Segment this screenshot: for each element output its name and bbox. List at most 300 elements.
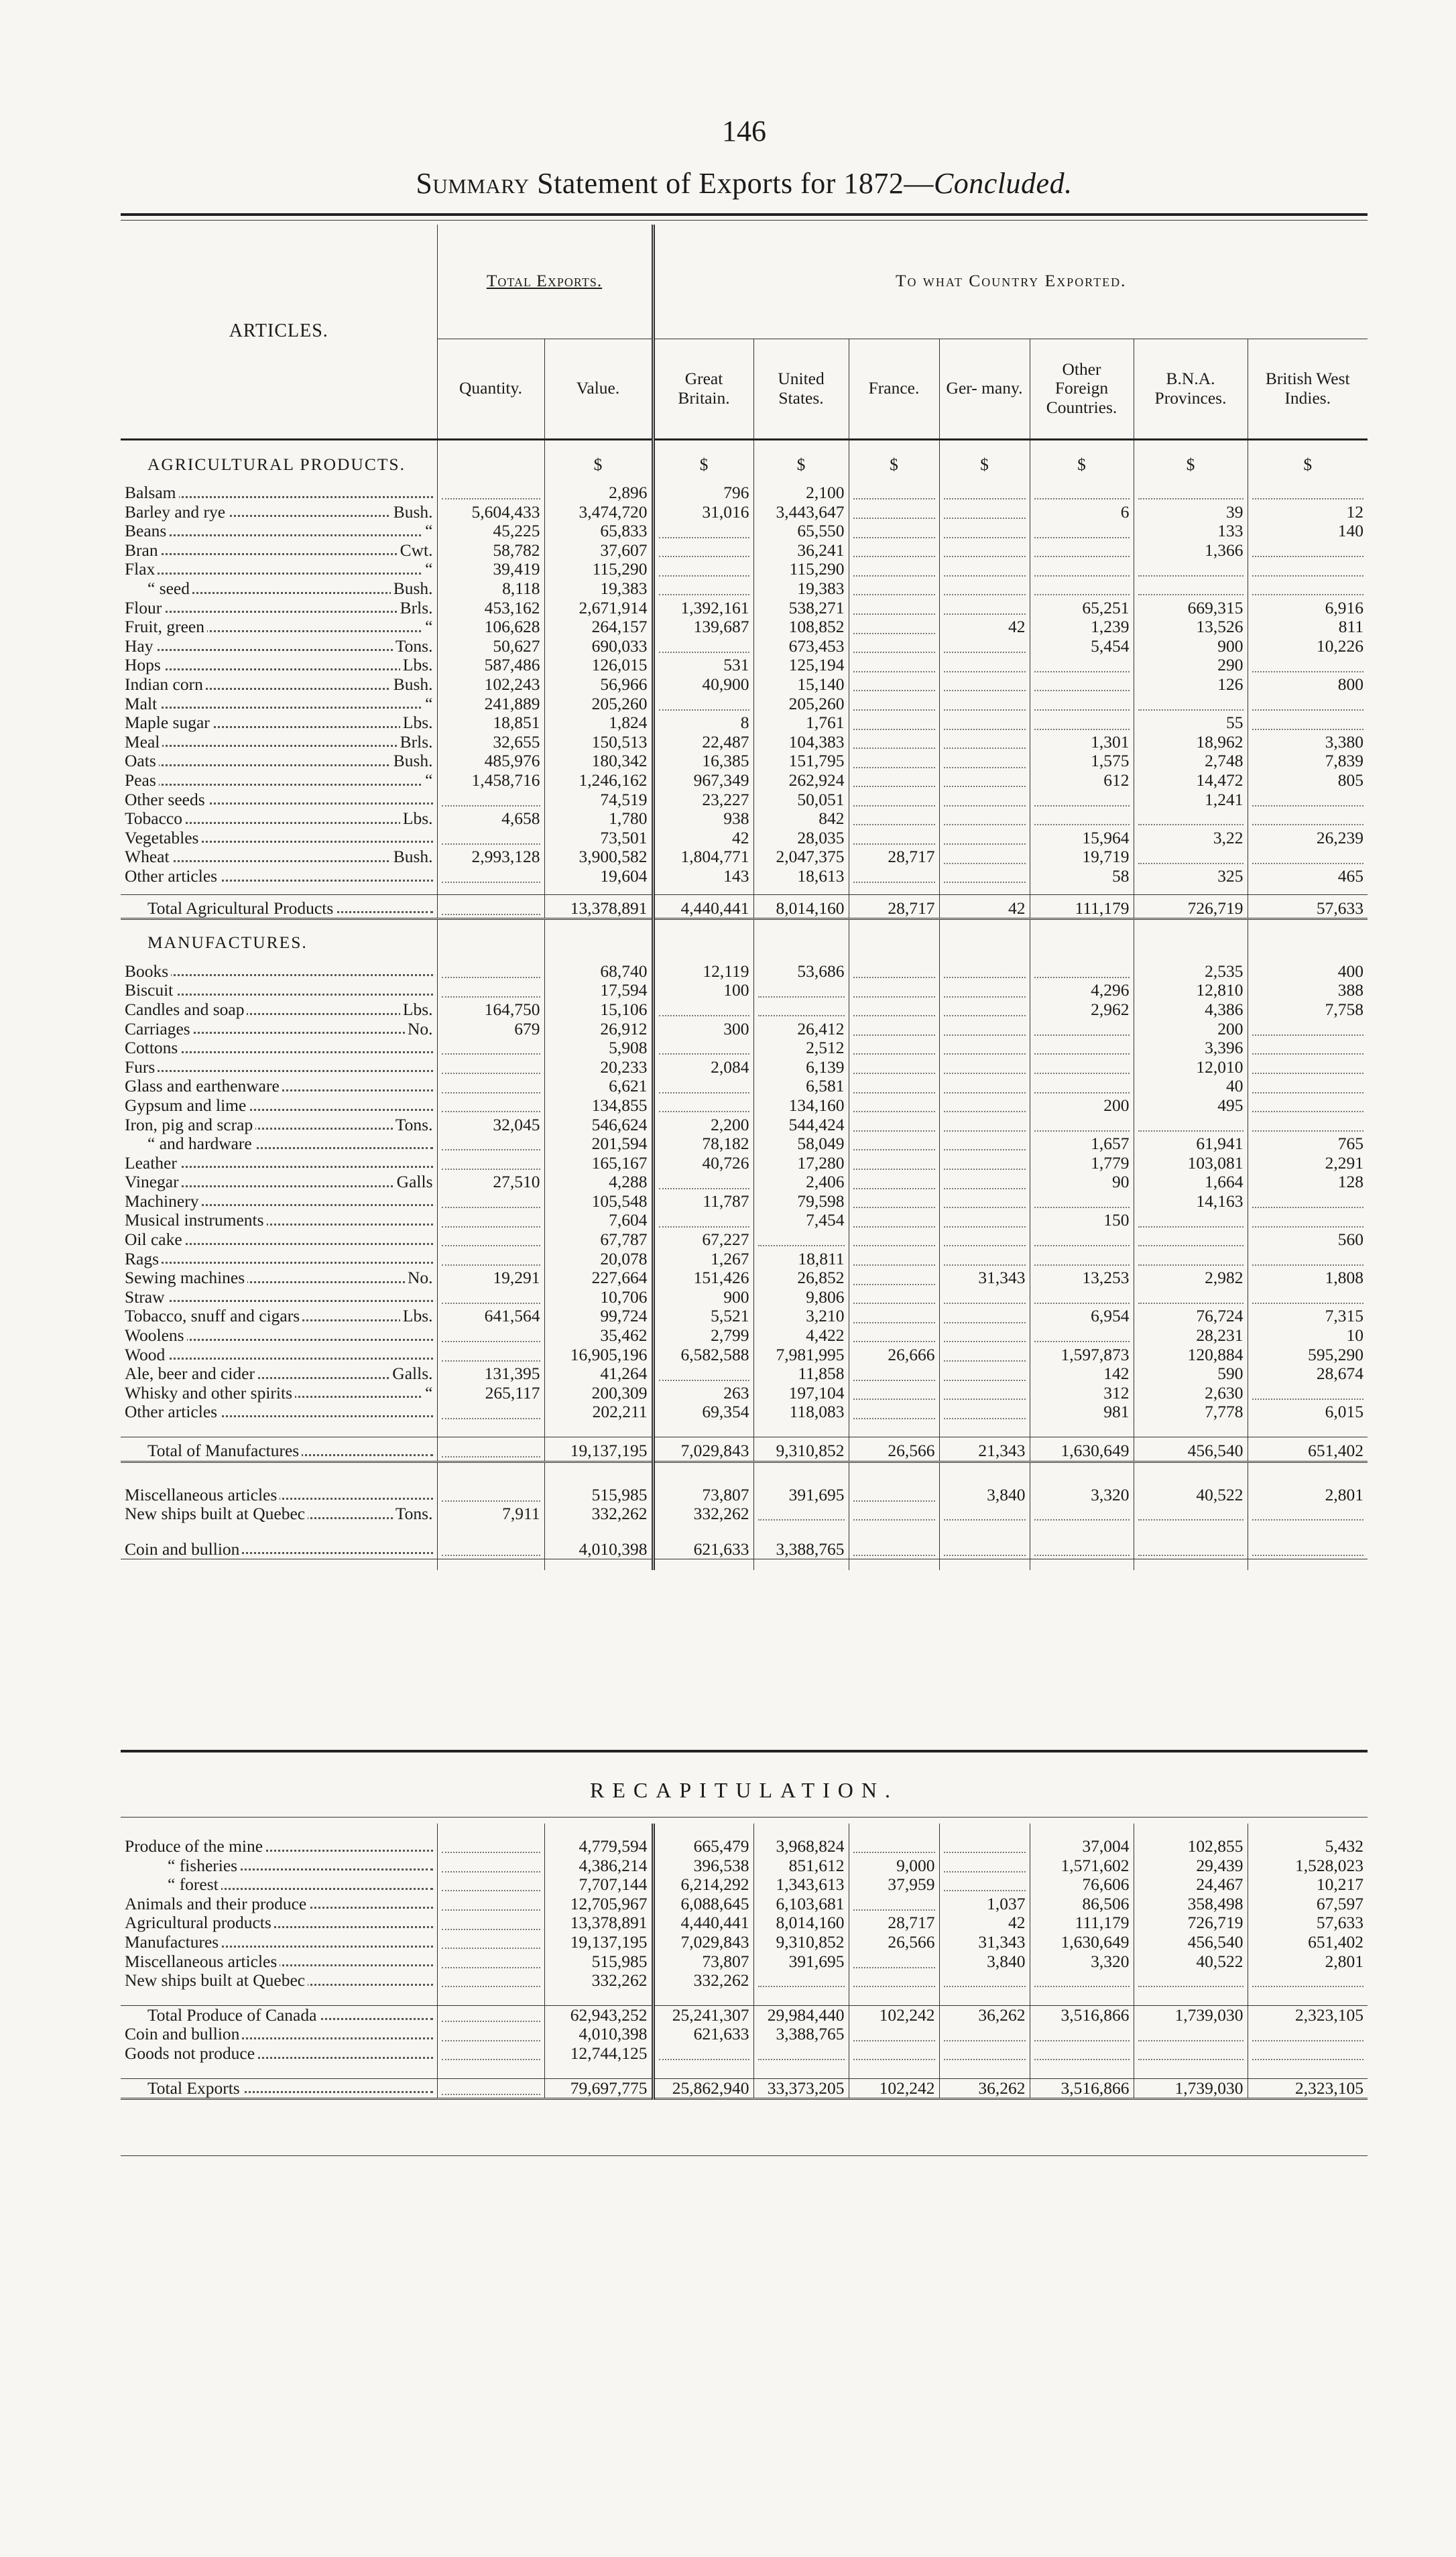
article-cell: [121, 1020, 437, 1039]
great-britain-cell: [653, 1000, 753, 1020]
great-britain-cell: 621,633: [653, 1540, 753, 1559]
article-cell: [121, 522, 437, 541]
value-cell: 115,290: [544, 560, 653, 579]
quantity-cell: [437, 1134, 544, 1154]
great-britain-cell: 1,267: [653, 1250, 753, 1269]
article-cell: [121, 1403, 437, 1422]
france-cell: [849, 790, 939, 810]
value-cell: 546,624: [544, 1116, 653, 1135]
article-cell: [121, 1875, 437, 1895]
article-name: Vegetables: [125, 829, 201, 847]
british-west-indies-cell: 465: [1248, 867, 1368, 886]
united-states-cell: 3,388,765: [753, 1540, 849, 1559]
other-foreign-cell: 3,516,866: [1030, 2005, 1134, 2025]
value-cell: 20,233: [544, 1058, 653, 1077]
quantity-cell: [437, 1230, 544, 1250]
page-number: 146: [722, 115, 766, 147]
table-row: [121, 560, 1368, 579]
united-states-cell: 673,453: [753, 637, 849, 656]
table-row: [121, 483, 1368, 503]
united-states-cell: 11,858: [753, 1364, 849, 1384]
france-cell: 28,717: [849, 1913, 939, 1933]
quantity-cell: 453,162: [437, 599, 544, 618]
bna-provinces-cell: [1134, 1504, 1248, 1524]
germany-cell: 31,343: [939, 1268, 1030, 1288]
quantity-cell: [437, 1971, 544, 1990]
quantity-cell: 18,851: [437, 713, 544, 733]
british-west-indies-cell: 26,239: [1248, 829, 1368, 848]
germany-cell: [939, 1346, 1030, 1365]
united-states-cell: 125,194: [753, 656, 849, 675]
table-row: [121, 1504, 1368, 1524]
united-states-cell: 65,550: [753, 522, 849, 541]
germany-cell: [939, 2044, 1030, 2064]
value-cell: 4,386,214: [544, 1856, 653, 1876]
article-cell: [121, 1952, 437, 1972]
spacer-row: [121, 1990, 1368, 2006]
france-cell: [849, 752, 939, 771]
great-britain-cell: 621,633: [653, 2025, 753, 2044]
british-west-indies-cell: 651,402: [1248, 1933, 1368, 1952]
top-rule: [121, 213, 1368, 216]
table-row: [121, 1326, 1368, 1346]
other-foreign-cell: 86,506: [1030, 1895, 1134, 1914]
germany-cell: [939, 1096, 1030, 1116]
bna-provinces-cell: [1134, 847, 1248, 867]
other-foreign-cell: 111,179: [1030, 894, 1134, 919]
france-cell: 37,959: [849, 1875, 939, 1895]
article-name: Rags: [125, 1250, 162, 1268]
bna-provinces-cell: 12,010: [1134, 1058, 1248, 1077]
quantity-cell: 131,395: [437, 1364, 544, 1384]
great-britain-cell: 42: [653, 829, 753, 848]
united-states-cell: 19,383: [753, 579, 849, 599]
value-cell: 41,264: [544, 1364, 653, 1384]
great-britain-cell: 23,227: [653, 790, 753, 810]
france-cell: [849, 1307, 939, 1326]
recap-row: [121, 1875, 1368, 1895]
value-cell: 15,106: [544, 1000, 653, 1020]
article-unit: Bush.: [391, 847, 433, 867]
british-west-indies-cell: [1248, 809, 1368, 829]
germany-cell: [939, 695, 1030, 714]
great-britain-cell: 263: [653, 1384, 753, 1403]
other-foreign-cell: 19,719: [1030, 847, 1134, 867]
great-britain-cell: 11,787: [653, 1192, 753, 1211]
united-states-cell: 391,695: [753, 1952, 849, 1972]
other-foreign-cell: 90: [1030, 1173, 1134, 1192]
germany-cell: [939, 1403, 1030, 1422]
other-foreign-cell: 150: [1030, 1211, 1134, 1230]
france-cell: 26,566: [849, 1933, 939, 1952]
article-name: Flax: [125, 560, 158, 579]
article-unit: Lbs.: [400, 1307, 433, 1326]
bna-provinces-cell: 669,315: [1134, 599, 1248, 618]
article-cell: [121, 1486, 437, 1505]
united-states-cell: [753, 981, 849, 1000]
article-cell: [121, 637, 437, 656]
france-cell: [849, 599, 939, 618]
exports-table: [121, 225, 1368, 1570]
united-states-cell: 2,047,375: [753, 847, 849, 867]
article-name: Tobacco: [125, 809, 185, 828]
france-cell: [849, 1096, 939, 1116]
great-britain-cell: 69,354: [653, 1403, 753, 1422]
british-west-indies-cell: 1,808: [1248, 1268, 1368, 1288]
france-cell: [849, 1540, 939, 1559]
france-cell: [849, 867, 939, 886]
other-foreign-cell: 1,597,873: [1030, 1346, 1134, 1365]
great-britain-cell: 4,440,441: [653, 1913, 753, 1933]
united-states-cell: 50,051: [753, 790, 849, 810]
bna-provinces-cell: 3,396: [1134, 1038, 1248, 1058]
value-cell: 1,246,162: [544, 771, 653, 790]
united-states-cell: 8,014,160: [753, 894, 849, 919]
united-states-cell: 15,140: [753, 675, 849, 695]
article-cell: [121, 1540, 437, 1559]
table-row: [121, 752, 1368, 771]
article-cell: [121, 2025, 437, 2044]
value-cell: 2,896: [544, 483, 653, 503]
recap-top-rule: [121, 1750, 1368, 1752]
great-britain-cell: 40,726: [653, 1154, 753, 1173]
bna-provinces-cell: 1,664: [1134, 1173, 1248, 1192]
table-row: [121, 1403, 1368, 1422]
article-name: Carriages: [125, 1020, 193, 1038]
bna-provinces-cell: 14,472: [1134, 771, 1248, 790]
other-foreign-cell: 13,253: [1030, 1268, 1134, 1288]
great-britain-cell: 6,582,588: [653, 1346, 753, 1365]
table-row: [121, 1486, 1368, 1505]
quantity-cell: [437, 790, 544, 810]
table-row: [121, 1077, 1368, 1096]
great-britain-cell: [653, 1038, 753, 1058]
spacer-row: [121, 1422, 1368, 1437]
british-west-indies-cell: 3,380: [1248, 733, 1368, 752]
article-cell: [121, 894, 437, 919]
france-cell: [849, 1058, 939, 1077]
united-states-cell: 262,924: [753, 771, 849, 790]
table-row: [121, 695, 1368, 714]
quantity-cell: 587,486: [437, 656, 544, 675]
value-cell: 67,787: [544, 1230, 653, 1250]
great-britain-cell: 396,538: [653, 1856, 753, 1876]
british-west-indies-cell: [1248, 541, 1368, 560]
france-cell: [849, 541, 939, 560]
article-name: Straw: [125, 1288, 168, 1307]
germany-cell: [939, 637, 1030, 656]
article-name: Furs: [125, 1058, 158, 1077]
other-foreign-cell: 3,320: [1030, 1486, 1134, 1505]
united-states-cell: 118,083: [753, 1403, 849, 1422]
other-foreign-cell: [1030, 2044, 1134, 2064]
article-name: Bran: [125, 541, 161, 560]
quantity-cell: [437, 1346, 544, 1365]
germany-cell: [939, 579, 1030, 599]
united-states-cell: [753, 2044, 849, 2064]
british-west-indies-cell: 57,633: [1248, 894, 1368, 919]
british-west-indies-cell: 57,633: [1248, 1913, 1368, 1933]
article-name: Barley and rye: [125, 503, 228, 522]
article-name: Other articles: [125, 867, 220, 886]
germany-cell: [939, 1384, 1030, 1403]
quantity-cell: [437, 1875, 544, 1895]
great-britain-cell: 100: [653, 981, 753, 1000]
great-britain-cell: 531: [653, 656, 753, 675]
article-name: Other seeds: [125, 790, 208, 809]
great-britain-cell: 139,687: [653, 617, 753, 637]
united-states-cell: 4,422: [753, 1326, 849, 1346]
united-states-cell: 544,424: [753, 1116, 849, 1135]
united-states-cell: 28,035: [753, 829, 849, 848]
united-states-cell: 29,984,440: [753, 2005, 849, 2025]
united-states-cell: 3,210: [753, 1307, 849, 1326]
header-british-west-indies: British West Indies.: [1248, 339, 1368, 439]
table-row: [121, 790, 1368, 810]
article-cell: [121, 2044, 437, 2064]
france-cell: [849, 1020, 939, 1039]
top-rule-thin: [121, 220, 1368, 221]
article-cell: [121, 1211, 437, 1230]
recap-header-rule: [121, 1817, 1368, 1818]
article-cell: [121, 695, 437, 714]
value-cell: 35,462: [544, 1326, 653, 1346]
recap-total-row: [121, 2025, 1368, 2044]
article-cell: [121, 1250, 437, 1269]
france-cell: 28,717: [849, 847, 939, 867]
quantity-cell: 265,117: [437, 1384, 544, 1403]
table-row: [121, 541, 1368, 560]
quantity-cell: [437, 1326, 544, 1346]
germany-cell: [939, 1230, 1030, 1250]
currency-symbol: $: [1030, 455, 1134, 475]
british-west-indies-cell: 7,839: [1248, 752, 1368, 771]
united-states-cell: [753, 1230, 849, 1250]
quantity-cell: [437, 1058, 544, 1077]
article-name: Miscellaneous articles: [125, 1486, 280, 1504]
article-name: Produce of the mine: [125, 1837, 265, 1856]
table-row: [121, 1540, 1368, 1559]
bna-provinces-cell: 456,540: [1134, 1437, 1248, 1462]
table-row: [121, 1288, 1368, 1307]
quantity-cell: [437, 867, 544, 886]
france-cell: [849, 1837, 939, 1856]
article-cell: [121, 981, 437, 1000]
article-unit: Lbs.: [400, 1000, 433, 1020]
bna-provinces-cell: 61,941: [1134, 1134, 1248, 1154]
bna-provinces-cell: 40: [1134, 1077, 1248, 1096]
bna-provinces-cell: 120,884: [1134, 1346, 1248, 1365]
spacer-row: [121, 919, 1368, 934]
british-west-indies-cell: 2,323,105: [1248, 2005, 1368, 2025]
value-cell: 201,594: [544, 1134, 653, 1154]
united-states-cell: [753, 1971, 849, 1990]
france-cell: [849, 733, 939, 752]
other-foreign-cell: 1,630,649: [1030, 1933, 1134, 1952]
france-cell: [849, 2044, 939, 2064]
united-states-cell: 1,761: [753, 713, 849, 733]
value-cell: 150,513: [544, 733, 653, 752]
great-britain-cell: 143: [653, 867, 753, 886]
value-cell: 26,912: [544, 1020, 653, 1039]
article-cell: [121, 771, 437, 790]
article-unit: No.: [405, 1268, 433, 1288]
germany-cell: [939, 1058, 1030, 1077]
article-cell: [121, 867, 437, 886]
united-states-cell: 134,160: [753, 1096, 849, 1116]
recap-row: [121, 1913, 1368, 1933]
british-west-indies-cell: [1248, 1077, 1368, 1096]
british-west-indies-cell: [1248, 579, 1368, 599]
title-middle: Statement of Exports for 1872—: [529, 167, 934, 200]
article-cell: [121, 483, 437, 503]
value-cell: 19,604: [544, 867, 653, 886]
united-states-cell: 197,104: [753, 1384, 849, 1403]
germany-cell: [939, 1288, 1030, 1307]
article-cell: [121, 1000, 437, 1020]
other-foreign-cell: [1030, 1540, 1134, 1559]
article-name: Miscellaneous articles: [125, 1952, 280, 1971]
article-name: “ seed: [147, 579, 192, 598]
bna-provinces-cell: 24,467: [1134, 1875, 1248, 1895]
article-name: New ships built at Quebec: [125, 1971, 308, 1990]
british-west-indies-cell: 560: [1248, 1230, 1368, 1250]
article-cell: [121, 1192, 437, 1211]
united-states-cell: 3,388,765: [753, 2025, 849, 2044]
bna-provinces-cell: [1134, 1288, 1248, 1307]
united-states-cell: 8,014,160: [753, 1913, 849, 1933]
united-states-cell: 26,852: [753, 1268, 849, 1288]
article-name: Meal: [125, 733, 162, 752]
quantity-cell: [437, 1154, 544, 1173]
british-west-indies-cell: [1248, 1211, 1368, 1230]
british-west-indies-cell: 6,916: [1248, 599, 1368, 618]
british-west-indies-cell: 7,758: [1248, 1000, 1368, 1020]
united-states-cell: 17,280: [753, 1154, 849, 1173]
france-cell: [849, 2025, 939, 2044]
value-cell: 16,905,196: [544, 1346, 653, 1365]
great-britain-cell: 73,807: [653, 1952, 753, 1972]
section-title: AGRICULTURAL PRODUCTS.: [147, 455, 406, 474]
quantity-cell: 19,291: [437, 1268, 544, 1288]
other-foreign-cell: 4,296: [1030, 981, 1134, 1000]
british-west-indies-cell: 140: [1248, 522, 1368, 541]
quantity-cell: 27,510: [437, 1173, 544, 1192]
recap-row: [121, 1837, 1368, 1856]
united-states-cell: 26,412: [753, 1020, 849, 1039]
other-foreign-cell: 200: [1030, 1096, 1134, 1116]
bna-provinces-cell: 4,386: [1134, 1000, 1248, 1020]
article-name: Maple sugar: [125, 713, 213, 732]
germany-cell: [939, 829, 1030, 848]
article-name: Goods not produce: [125, 2044, 257, 2063]
value-cell: 3,900,582: [544, 847, 653, 867]
united-states-cell: 2,406: [753, 1173, 849, 1192]
article-name: Other articles: [125, 1403, 220, 1421]
quantity-cell: 679: [437, 1020, 544, 1039]
germany-cell: 42: [939, 894, 1030, 919]
quantity-cell: [437, 962, 544, 982]
article-unit: Tons.: [393, 637, 433, 656]
germany-cell: [939, 809, 1030, 829]
british-west-indies-cell: [1248, 1250, 1368, 1269]
bottom-rule: [121, 2155, 1368, 2156]
bna-provinces-cell: 1,739,030: [1134, 2078, 1248, 2099]
value-cell: 74,519: [544, 790, 653, 810]
france-cell: [849, 1364, 939, 1384]
header-total-exports: Total Exports.: [437, 225, 653, 339]
quantity-cell: 58,782: [437, 541, 544, 560]
other-foreign-cell: 981: [1030, 1403, 1134, 1422]
quantity-cell: [437, 2078, 544, 2099]
germany-cell: [939, 1856, 1030, 1876]
table-row: [121, 1038, 1368, 1058]
great-britain-cell: [653, 1096, 753, 1116]
article-cell: [121, 541, 437, 560]
other-foreign-cell: 312: [1030, 1384, 1134, 1403]
article-unit: Tons.: [393, 1504, 433, 1524]
bna-provinces-cell: 325: [1134, 867, 1248, 886]
great-britain-cell: 7,029,843: [653, 1933, 753, 1952]
great-britain-cell: 6,088,645: [653, 1895, 753, 1914]
table-row: [121, 656, 1368, 675]
germany-cell: [939, 1540, 1030, 1559]
france-cell: [849, 1154, 939, 1173]
article-cell: [121, 656, 437, 675]
article-name: Wheat: [125, 847, 172, 866]
bna-provinces-cell: 40,522: [1134, 1952, 1248, 1972]
bna-provinces-cell: 40,522: [1134, 1486, 1248, 1505]
recap-row: [121, 1971, 1368, 1990]
france-cell: [849, 1504, 939, 1524]
germany-cell: [939, 560, 1030, 579]
table-row: [121, 1230, 1368, 1250]
article-unit: Lbs.: [400, 713, 433, 733]
header-other-foreign: Other Foreign Countries.: [1030, 339, 1134, 439]
france-cell: [849, 962, 939, 982]
other-foreign-cell: [1030, 541, 1134, 560]
article-name: Glass and earthenware: [125, 1077, 282, 1095]
germany-cell: [939, 1307, 1030, 1326]
france-cell: [849, 579, 939, 599]
france-cell: [849, 675, 939, 695]
british-west-indies-cell: 800: [1248, 675, 1368, 695]
bna-provinces-cell: 3,22: [1134, 829, 1248, 848]
article-name: Biscuit: [125, 981, 176, 1000]
article-name: Total Produce of Canada: [147, 2005, 319, 2025]
great-britain-cell: [653, 579, 753, 599]
other-foreign-cell: 1,575: [1030, 752, 1134, 771]
great-britain-cell: [653, 1364, 753, 1384]
france-cell: [849, 637, 939, 656]
other-foreign-cell: 6: [1030, 503, 1134, 522]
france-cell: [849, 1326, 939, 1346]
value-cell: 79,697,775: [544, 2078, 653, 2099]
other-foreign-cell: [1030, 1020, 1134, 1039]
british-west-indies-cell: 10,217: [1248, 1875, 1368, 1895]
germany-cell: [939, 483, 1030, 503]
header-germany: Ger- many.: [939, 339, 1030, 439]
france-cell: [849, 1486, 939, 1505]
article-cell: [121, 1364, 437, 1384]
article-name: Manufactures: [125, 1933, 221, 1952]
france-cell: [849, 829, 939, 848]
united-states-cell: 79,598: [753, 1192, 849, 1211]
united-states-cell: 851,612: [753, 1856, 849, 1876]
united-states-cell: 108,852: [753, 617, 849, 637]
value-cell: 200,309: [544, 1384, 653, 1403]
quantity-cell: [437, 1403, 544, 1422]
